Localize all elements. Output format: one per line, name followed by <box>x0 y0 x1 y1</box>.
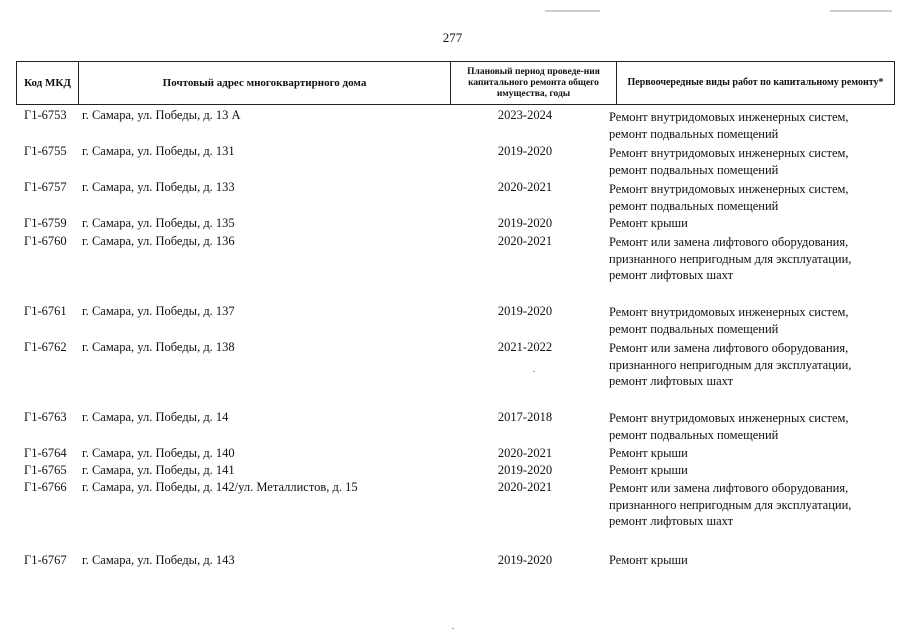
cell-code: Г1-6764 <box>24 446 67 460</box>
page-number: 277 <box>442 30 463 45</box>
cell-works <box>609 109 899 142</box>
cell-address: г. Самара, ул. Победы, д. 142/ул. Металлистов, д. 15 <box>82 480 358 494</box>
cell-period: 2019-2020 <box>497 463 553 477</box>
cell-period: 2020-2021 <box>497 480 553 494</box>
cell-code: Г1-6762 <box>24 340 67 354</box>
scan-speck <box>452 628 454 629</box>
cell-code: Г1-6753 <box>24 108 67 122</box>
works-line: Ремонт внутридомовых инженерных систем, <box>609 411 849 425</box>
cell-address: г. Самара, ул. Победы, д. 135 <box>82 216 235 230</box>
works-line: Ремонт крыши <box>609 446 688 460</box>
cell-period: 2019-2020 <box>497 304 553 318</box>
cell-works <box>609 304 899 337</box>
cell-period: 2017-2018 <box>497 410 553 424</box>
cell-address: г. Самара, ул. Победы, д. 133 <box>82 180 235 194</box>
cell-works <box>609 480 899 530</box>
works-line: Ремонт внутридомовых инженерных систем, <box>609 110 849 124</box>
cell-period: 2020-2021 <box>497 180 553 194</box>
cell-address: г. Самара, ул. Победы, д. 138 <box>82 340 235 354</box>
works-line: ремонт подвальных помещений <box>609 162 779 177</box>
scan-speck <box>533 371 535 372</box>
cell-code: Г1-6766 <box>24 480 67 494</box>
cell-works <box>609 552 899 569</box>
cell-works <box>609 234 899 284</box>
works-line: Ремонт внутридомовых инженерных систем, <box>609 305 849 319</box>
works-line: признанного непригодным для эксплуатации, <box>609 357 852 372</box>
header-address: Почтовый адрес многоквартирного дома <box>79 62 451 104</box>
cell-period: 2021-2022 <box>497 340 553 354</box>
works-line: ремонт подвальных помещений <box>609 427 779 442</box>
works-line: Ремонт или замена лифтового оборудования, <box>609 481 849 495</box>
works-line: признанного непригодным для эксплуатации, <box>609 251 852 266</box>
cell-works <box>609 215 899 232</box>
cell-code: Г1-6765 <box>24 463 67 477</box>
works-line: ремонт лифтовых шахт <box>609 374 734 388</box>
cell-works <box>609 445 899 462</box>
cell-code: Г1-6760 <box>24 234 67 248</box>
cell-address: г. Самара, ул. Победы, д. 14 <box>82 410 229 424</box>
cell-period: 2020-2021 <box>497 234 553 248</box>
cell-address: г. Самара, ул. Победы, д. 143 <box>82 553 235 567</box>
cell-address: г. Самара, ул. Победы, д. 137 <box>82 304 235 318</box>
cell-period: 2023-2024 <box>497 108 553 122</box>
works-line: Ремонт или замена лифтового оборудования, <box>609 235 849 249</box>
cell-code: Г1-6761 <box>24 304 67 318</box>
cell-works <box>609 340 899 390</box>
works-line: Ремонт или замена лифтового оборудования, <box>609 341 849 355</box>
cell-period: 2019-2020 <box>497 144 553 158</box>
cell-address: г. Самара, ул. Победы, д. 131 <box>82 144 235 158</box>
cell-code: Г1-6757 <box>24 180 67 194</box>
works-line: признанного непригодным для эксплуатации, <box>609 497 852 512</box>
cell-period: 2020-2021 <box>497 446 553 460</box>
works-line: Ремонт крыши <box>609 463 688 477</box>
cell-code: Г1-6759 <box>24 216 67 230</box>
cell-address: г. Самара, ул. Победы, д. 13 А <box>82 108 241 122</box>
cell-period: 2019-2020 <box>497 553 553 567</box>
cell-works <box>609 145 899 178</box>
cell-works <box>609 181 899 214</box>
cell-address: г. Самара, ул. Победы, д. 141 <box>82 463 235 477</box>
works-line: Ремонт внутридомовых инженерных систем, <box>609 146 849 160</box>
works-line: ремонт подвальных помещений <box>609 126 779 141</box>
cell-works <box>609 410 899 443</box>
cell-code: Г1-6755 <box>24 144 67 158</box>
cell-works <box>609 462 899 479</box>
works-line: ремонт лифтовых шахт <box>609 268 734 282</box>
works-line: Ремонт внутридомовых инженерных систем, <box>609 182 849 196</box>
cell-address: г. Самара, ул. Победы, д. 136 <box>82 234 235 248</box>
header-works: Первоочередные виды работ по капитальному ремонту* <box>627 77 884 88</box>
cell-code: Г1-6763 <box>24 410 67 424</box>
works-line: ремонт лифтовых шахт <box>609 514 734 528</box>
cell-code: Г1-6767 <box>24 553 67 567</box>
header-period: Плановый период проведе-ния капитального ремонта общего имущества, годы <box>451 62 617 104</box>
works-line: ремонт подвальных помещений <box>609 198 779 213</box>
works-line: ремонт подвальных помещений <box>609 321 779 336</box>
header-code: Код МКД <box>17 62 79 104</box>
works-line: Ремонт крыши <box>609 553 688 567</box>
cell-address: г. Самара, ул. Победы, д. 140 <box>82 446 235 460</box>
works-line: Ремонт крыши <box>609 216 688 230</box>
cell-period: 2019-2020 <box>497 216 553 230</box>
